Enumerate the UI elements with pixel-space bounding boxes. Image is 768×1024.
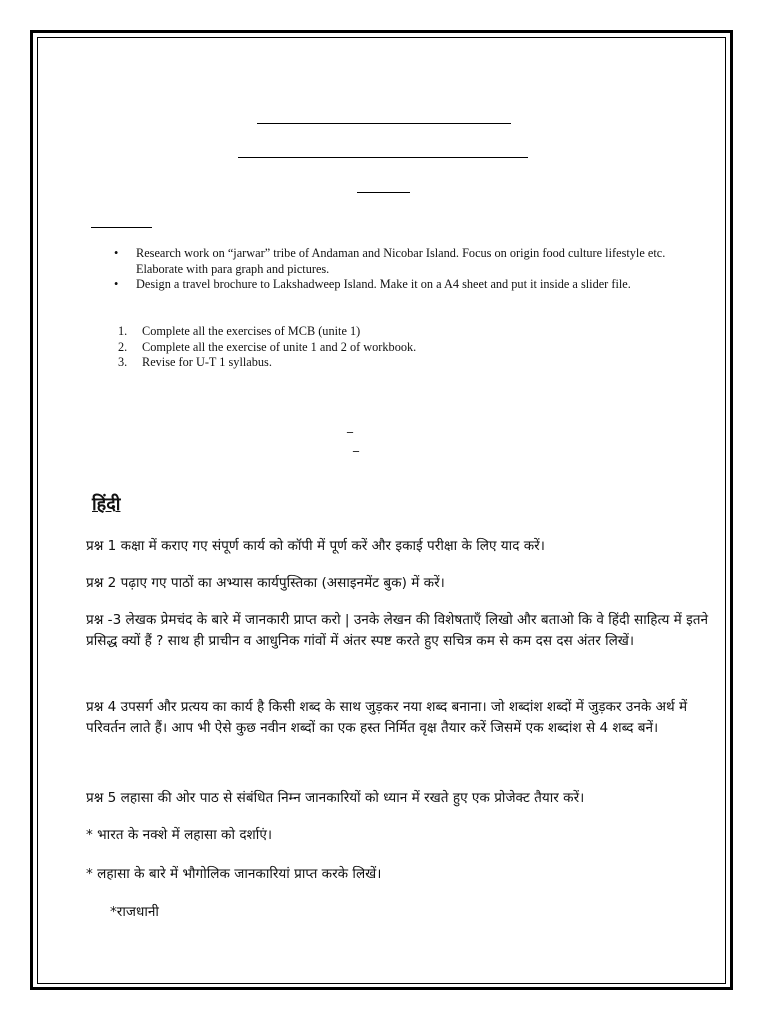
list-item (118, 324, 678, 340)
hindi-point-capital: *राजधानी (110, 904, 159, 920)
list-number: 3. (118, 355, 128, 369)
list-number: 2. (118, 339, 128, 354)
list-item-text: Complete all the exercises of MCB (unite 1) (142, 324, 361, 338)
list-number: 1. (118, 324, 128, 338)
hindi-question-3: प्रश्न -3 लेखक प्रेमचंद के बारे में जानकारी प्राप्त करो | उनके लेखन की विशेषताएँ लिखो और बताओ कि वे हिंदी साहित्य में इतने प्रसिद्ध क्यों हैं ? साथ ही प्राचीन व आधुनिक गांवों में अंतर स्पष्ट करते हुए सचित्र कम से कम दस दस अंतर लिखें। (86, 612, 709, 649)
hindi-point-map: * भारत के नक्शे में लहासा को दर्शाएं। (86, 827, 272, 843)
hindi-question-4: प्रश्न 4 उपसर्ग और प्रत्यय का कार्य है किसी शब्द के साथ जुड़कर नया शब्द बनाना। जो शब्दांश शब्दों में जुड़कर उनके अर्थ में परिवर्तन लाते हैं। आप भी ऐसे कुछ नवीन शब्दों का एक हस्त निर्मित वृक्ष तैयार करें जिसमें एक शब्दांश से 4 शब्द बनें। (86, 699, 688, 736)
list-item (112, 277, 672, 293)
dash-mark-1: _ (347, 419, 353, 433)
list-item (118, 340, 678, 356)
bullet-icon: • (114, 277, 119, 291)
hindi-question-1: प्रश्न 1 कक्षा में कराए गए संपूर्ण कार्य को कॉपी में पूर्ण करें और इकाई परीक्षा के लिए याद करें। (86, 538, 545, 554)
blank-title-line-1 (257, 123, 511, 124)
hindi-question-5: प्रश्न 5 लहासा की ओर पाठ से संबंधित निम्न जानकारियों को ध्यान में रखते हुए एक प्रोजेक्ट तैयार करें। (86, 790, 585, 806)
hindi-question-2: प्रश्न 2 पढ़ाए गए पाठों का अभ्यास कार्यपुस्तिका (असाइनमेंट बुक) में करें। (86, 575, 445, 591)
english-bullet-list (112, 246, 672, 293)
list-item (118, 355, 678, 371)
blank-subject-line (91, 227, 152, 228)
list-item-text: Complete all the exercise of unite 1 and 2 of workbook. (142, 339, 417, 354)
english-numbered-list (118, 324, 678, 371)
list-item-text: Design a travel brochure to Lakshadweep Island. Make it on a A4 sheet and put it inside a slider file. (136, 277, 631, 291)
bullet-icon: • (114, 246, 119, 260)
blank-title-line-3 (357, 192, 410, 193)
blank-title-line-2 (238, 157, 528, 158)
list-item-text: Revise for U-T 1 syllabus. (142, 355, 272, 369)
list-item (112, 246, 672, 277)
list-item-text: Research work on “jarwar” tribe of Andaman and Nicobar Island. Focus on origin food culture lifestyle etc. Elaborate with para graph and pictures. (136, 246, 666, 276)
dash-mark-2: _ (353, 438, 359, 452)
hindi-point-geography: * लहासा के बारे में भौगोलिक जानकारियां प्राप्त करके लिखें। (86, 866, 382, 882)
hindi-section-heading: हिंदी (92, 494, 121, 515)
